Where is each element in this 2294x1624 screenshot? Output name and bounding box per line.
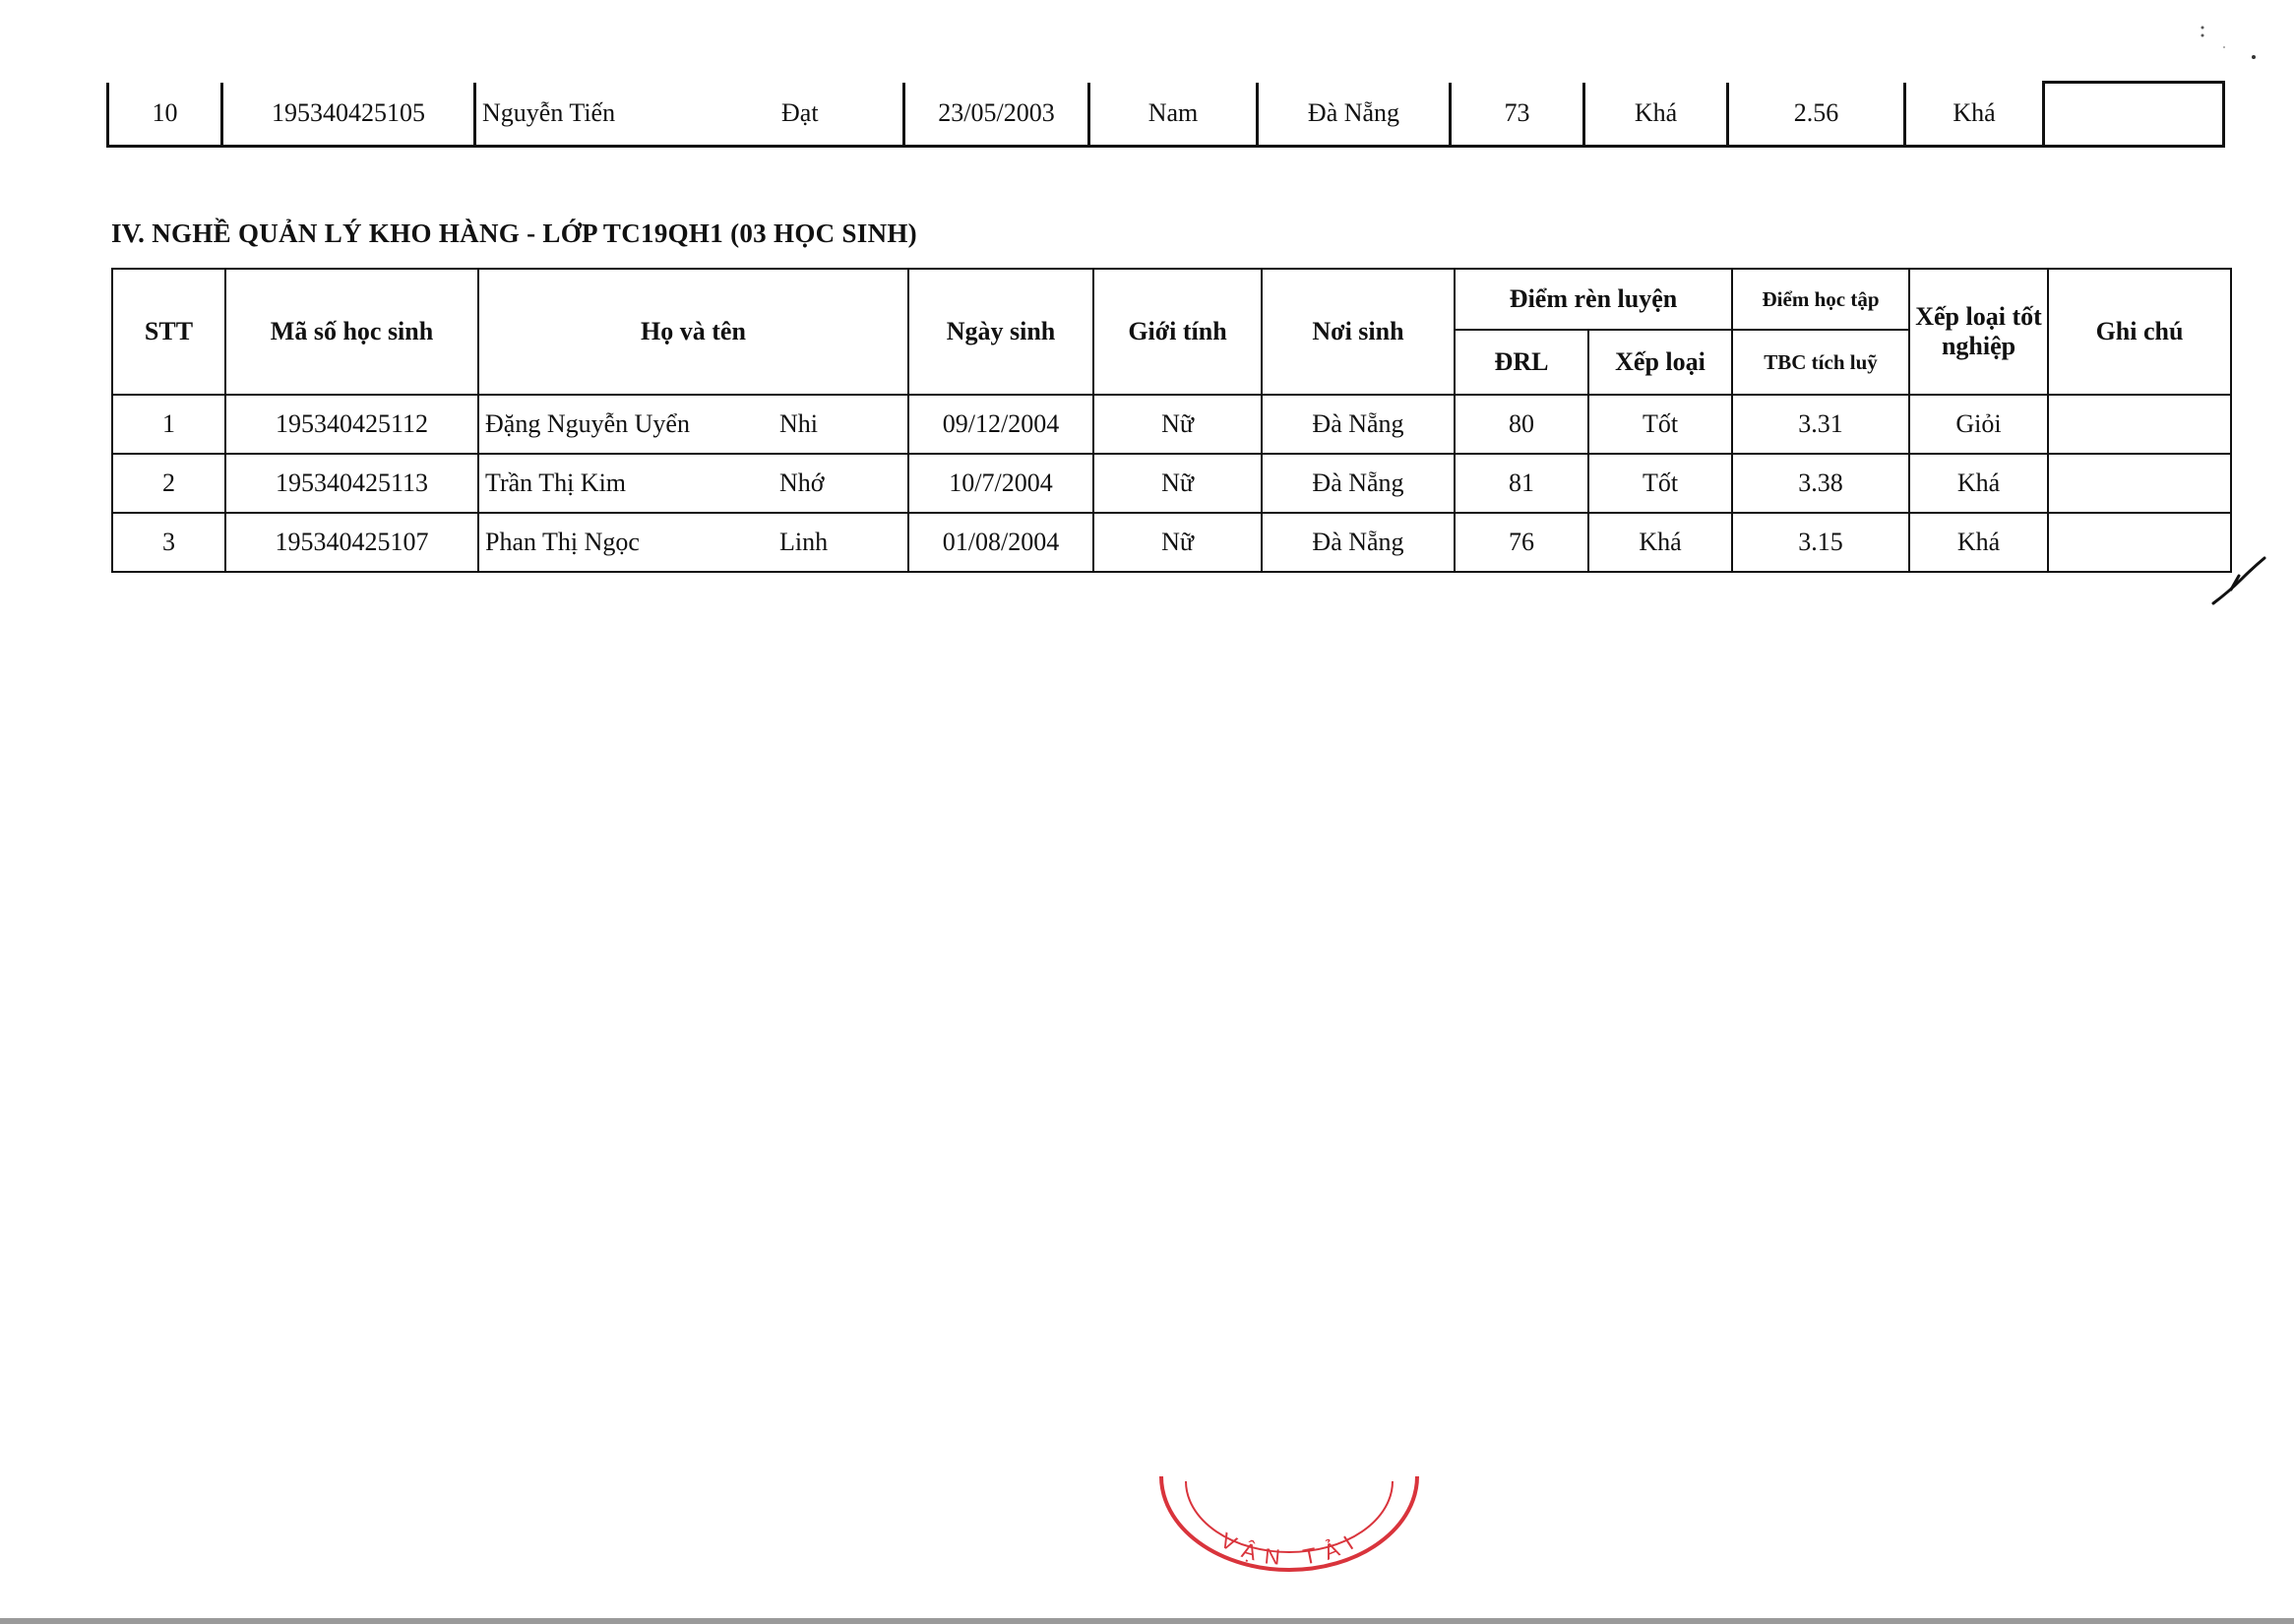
first-names: Nguyễn Tiến [482, 98, 616, 128]
header-stt: STT [112, 269, 225, 395]
drl-cell: 73 [1451, 83, 1584, 147]
first-names: Trần Thị Kim [485, 468, 627, 497]
graduation-rank-cell: Khá [1905, 83, 2044, 147]
header-conduct-rank: Xếp loại [1588, 330, 1732, 395]
drl-cell: 81 [1455, 454, 1588, 513]
dob-cell: 23/05/2003 [904, 83, 1089, 147]
birthplace-cell: Đà Nẵng [1262, 395, 1455, 454]
gpa-cell: 3.38 [1732, 454, 1909, 513]
scan-bottom-edge [0, 1618, 2294, 1624]
gender-cell: Nữ [1093, 454, 1262, 513]
handwritten-tick-mark [2209, 556, 2268, 615]
last-name: Nhớ [779, 468, 825, 497]
last-name: Nhi [779, 409, 818, 438]
table-row [112, 513, 2231, 572]
graduation-rank-cell: Giỏi [1909, 395, 2048, 454]
header-conduct-group: Điểm rèn luyện [1455, 269, 1732, 330]
first-names: Phan Thị Ngọc [485, 528, 640, 556]
header-student-id: Mã số học sinh [225, 269, 478, 395]
stamp-text: VẬN TẢI [1216, 1525, 1367, 1571]
conduct-rank-cell: Tốt [1588, 454, 1732, 513]
dob-cell: 01/08/2004 [908, 513, 1093, 572]
header-full-name: Họ và tên [478, 269, 908, 395]
note-cell [2048, 513, 2231, 572]
header-graduation-rank: Xếp loại tốt nghiệp [1909, 269, 2048, 395]
official-stamp [1151, 1457, 1427, 1594]
drl-cell: 80 [1455, 395, 1588, 454]
note-cell [2044, 83, 2224, 147]
conduct-rank-cell: Tốt [1588, 395, 1732, 454]
stt-cell: 10 [108, 83, 222, 147]
student-id-cell: 195340425112 [225, 395, 478, 454]
note-cell [2048, 454, 2231, 513]
header-gender: Giới tính [1093, 269, 1262, 395]
last-name: Linh [779, 528, 829, 556]
previous-section-table [106, 81, 2225, 148]
student-results-table [111, 268, 2232, 573]
birthplace-cell: Đà Nẵng [1262, 513, 1455, 572]
gpa-cell: 2.56 [1728, 83, 1905, 147]
conduct-rank-cell: Khá [1588, 513, 1732, 572]
gender-cell: Nữ [1093, 395, 1262, 454]
birthplace-cell: Đà Nẵng [1262, 454, 1455, 513]
header-dob: Ngày sinh [908, 269, 1093, 395]
table-row [108, 83, 2224, 147]
header-study-group: Điểm học tập [1732, 269, 1909, 330]
header-drl: ĐRL [1455, 330, 1588, 395]
gpa-cell: 3.15 [1732, 513, 1909, 572]
header-gpa: TBC tích luỹ [1732, 330, 1909, 395]
table-row [112, 454, 2231, 513]
header-note: Ghi chú [2048, 269, 2231, 395]
note-cell [2048, 395, 2231, 454]
stt-cell: 1 [112, 395, 225, 454]
table-row [112, 395, 2231, 454]
last-name: Đạt [781, 98, 819, 128]
section-title: IV. NGHỀ QUẢN LÝ KHO HÀNG - LỚP TC19QH1 (03 HỌC SINH) [111, 219, 917, 248]
gpa-cell: 3.31 [1732, 395, 1909, 454]
conduct-rank-cell: Khá [1584, 83, 1728, 147]
full-name-cell [478, 454, 908, 513]
scan-marks [2195, 18, 2263, 67]
student-id-cell: 195340425105 [222, 83, 475, 147]
header-row [112, 269, 2231, 330]
stt-cell: 3 [112, 513, 225, 572]
birthplace-cell: Đà Nẵng [1258, 83, 1451, 147]
graduation-rank-cell: Khá [1909, 454, 2048, 513]
graduation-rank-cell: Khá [1909, 513, 2048, 572]
stt-cell: 2 [112, 454, 225, 513]
full-name-cell [475, 83, 904, 147]
student-id-cell: 195340425107 [225, 513, 478, 572]
gender-cell: Nữ [1093, 513, 1262, 572]
drl-cell: 76 [1455, 513, 1588, 572]
gender-cell: Nam [1089, 83, 1258, 147]
first-names: Đặng Nguyễn Uyển [485, 409, 690, 438]
full-name-cell [478, 513, 908, 572]
full-name-cell [478, 395, 908, 454]
student-id-cell: 195340425113 [225, 454, 478, 513]
header-birthplace: Nơi sinh [1262, 269, 1455, 395]
dob-cell: 09/12/2004 [908, 395, 1093, 454]
dob-cell: 10/7/2004 [908, 454, 1093, 513]
